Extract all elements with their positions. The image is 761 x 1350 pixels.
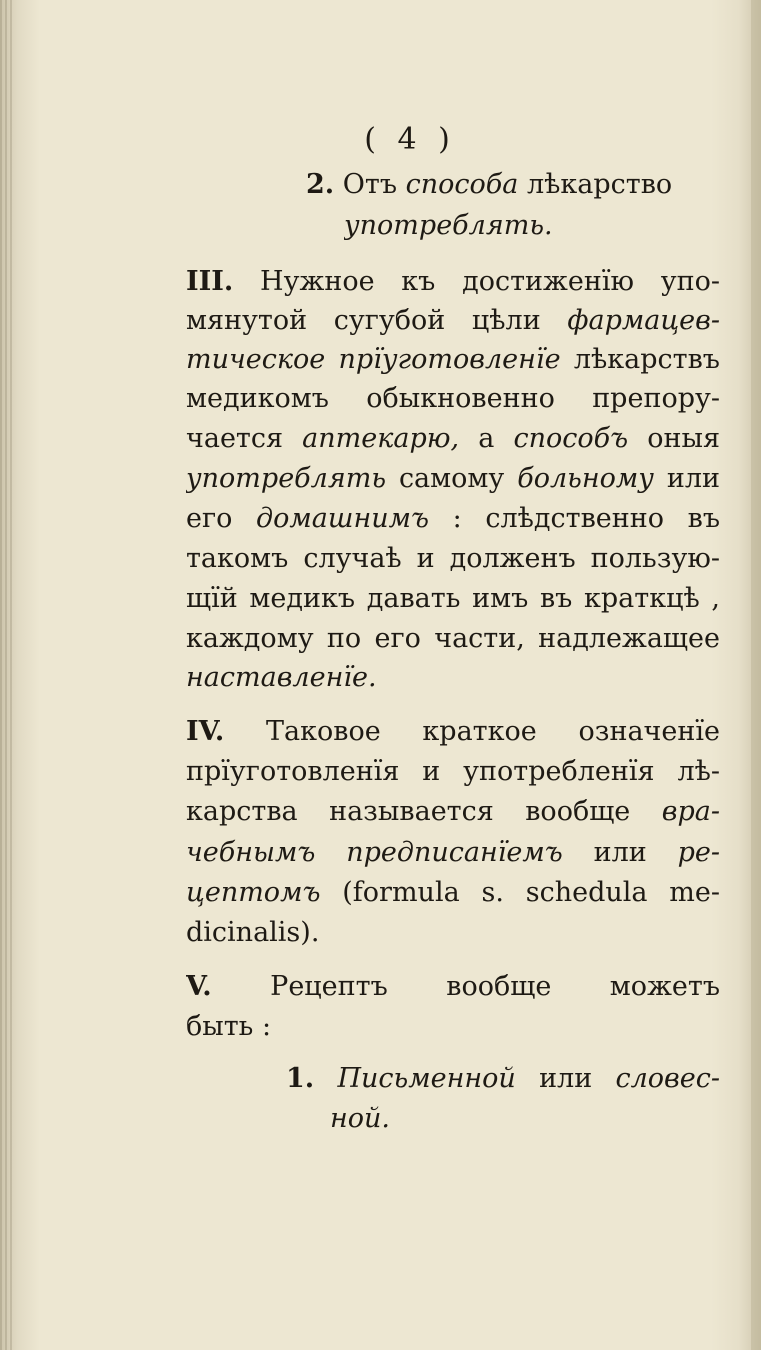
text: или	[666, 463, 720, 494]
section-5-line-2: быть :	[186, 1011, 272, 1042]
section-5-number: V.	[186, 971, 212, 1002]
italic-text: домашнимъ	[256, 503, 429, 534]
section-3-line-10: каждому по его части, надлежащее	[186, 623, 720, 654]
section-4-line-2: прїуготовленїя и употребленїя лѣ-	[186, 756, 720, 787]
text: лѣкарствъ	[573, 344, 720, 375]
italic-text: аптекарю,	[302, 423, 460, 454]
page-number: ( 4 )	[364, 122, 456, 157]
text: : слѣдственно въ	[452, 503, 720, 534]
section-3-line-5	[186, 419, 720, 459]
text: или	[593, 837, 647, 868]
text: самому	[398, 463, 505, 494]
text: чается	[186, 423, 284, 454]
section-3-line-9: щїй медикъ давать имъ въ краткцѣ ,	[186, 583, 720, 614]
text: Отъ	[342, 169, 398, 200]
text: Нужное къ достиженїю упо-	[260, 266, 720, 297]
item-1-line-1	[286, 1059, 720, 1099]
text: лѣкарство	[526, 169, 673, 200]
section-3-line-6	[186, 459, 720, 499]
italic-text: Письменной	[337, 1063, 516, 1094]
section-3-line-7	[186, 499, 720, 539]
item-2-line-2: употреблять.	[344, 210, 553, 241]
text: оныя	[647, 423, 720, 454]
italic-text: цептомъ	[186, 877, 321, 908]
text: а	[478, 423, 495, 454]
section-4-line-5	[186, 873, 720, 913]
item-1-number: 1.	[286, 1063, 315, 1094]
italic-text: чебнымъ предписанїемъ	[186, 837, 563, 868]
italic-text: способа	[405, 169, 519, 200]
item-2-number: 2.	[306, 169, 335, 200]
text: (formula s. schedula me-	[342, 877, 720, 908]
text: Таковое краткое означенїе	[266, 716, 720, 747]
section-3-line-11: наставленїе.	[186, 662, 377, 693]
section-4-line-1	[186, 712, 720, 752]
italic-text: словес-	[615, 1063, 720, 1094]
section-5-line-1	[186, 967, 720, 1007]
item-2-line-1	[306, 165, 718, 205]
section-3-line-3	[186, 340, 720, 380]
italic-text: тическое прїуготовленїе	[186, 344, 561, 375]
italic-text: способъ	[513, 423, 629, 454]
section-3-line-4: медикомъ обыкновенно препору-	[186, 383, 720, 414]
section-4-line-3	[186, 792, 720, 832]
item-1-line-2: ной.	[330, 1103, 391, 1134]
section-4-number: IV.	[186, 716, 225, 747]
page-gutter-shadow	[0, 0, 14, 1350]
text: мянутой сугубой цѣли	[186, 305, 541, 336]
page-edge	[751, 0, 761, 1350]
section-3-number: III.	[186, 266, 234, 297]
italic-text: употреблять	[186, 463, 387, 494]
text: Рецептъ вообще можетъ	[270, 971, 720, 1002]
text: карства называется вообще	[186, 796, 631, 827]
text: его	[186, 503, 233, 534]
italic-text: больному	[517, 463, 654, 494]
italic-text: фармацев-	[567, 305, 720, 336]
text: или	[539, 1063, 593, 1094]
italic-text: ре-	[677, 837, 720, 868]
section-3-line-8: такомъ случаѣ и долженъ пользую-	[186, 543, 720, 574]
section-4-line-4	[186, 833, 720, 873]
section-4-line-6: dicinalis).	[186, 917, 320, 948]
section-3-line-1	[186, 262, 720, 302]
section-3-line-2	[186, 301, 720, 341]
italic-text: вра-	[661, 796, 720, 827]
